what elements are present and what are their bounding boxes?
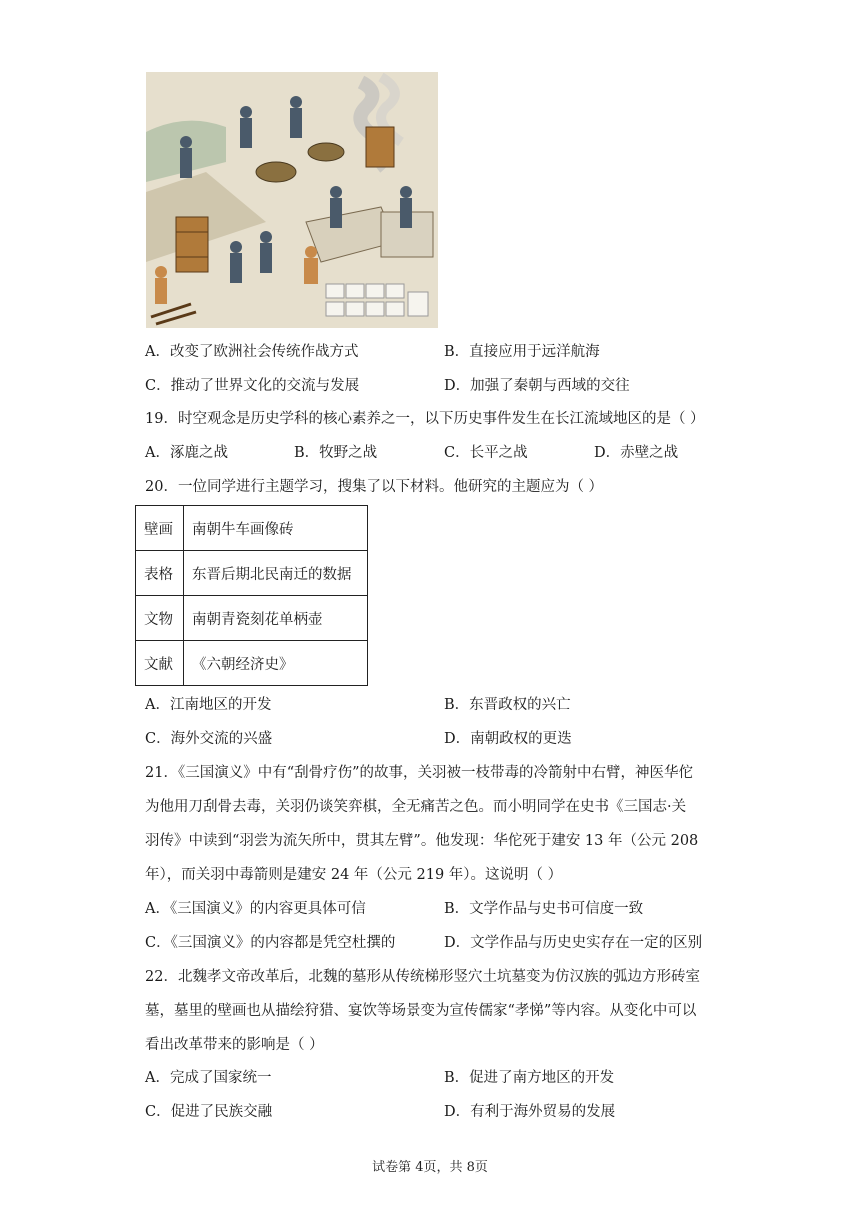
q20-option-d[interactable]: D．南朝政权的更迭 [444, 731, 572, 747]
q22-option-a[interactable]: A．完成了国家统一 [145, 1070, 272, 1086]
q18-option-c[interactable]: C．推动了世界文化的交流与发展 [145, 378, 360, 394]
table-cell-item: 南朝青瓷刻花单柄壶 [184, 596, 368, 641]
q22-stem-line: 墓，墓里的壁画也从描绘狩猎、宴饮等场景变为宣传儒家“孝悌”等内容。从变化中可以 [145, 1003, 697, 1019]
q21-option-c[interactable]: C．《三国演义》的内容都是凭空杜撰的 [145, 935, 396, 951]
table-cell-type: 壁画 [136, 506, 184, 551]
q20-option-a[interactable]: A．江南地区的开发 [145, 697, 272, 713]
table-row [136, 551, 368, 596]
papermaking-illustration-drawing [146, 72, 438, 328]
q22-stem-line: 22．北魏孝文帝改革后，北魏的墓形从传统梯形竖穴土坑墓变为仿汉族的弧边方形砖室 [145, 969, 700, 985]
q22-option-d[interactable]: D．有利于海外贸易的发展 [444, 1104, 616, 1120]
q21-option-a[interactable]: A．《三国演义》的内容更具体可信 [145, 901, 366, 917]
q20-materials-table [135, 505, 368, 686]
table-cell-type: 文物 [136, 596, 184, 641]
q22-stem-line: 看出改革带来的影响是（ ） [145, 1037, 324, 1053]
q19-option-c[interactable]: C．长平之战 [444, 445, 528, 461]
table-row [136, 641, 368, 686]
q20-stem: 20．一位同学进行主题学习，搜集了以下材料。他研究的主题应为（ ） [145, 479, 604, 495]
q21-stem-line: 21．《三国演义》中有“刮骨疗伤”的故事，关羽被一枝带毒的冷箭射中右臂，神医华佗 [145, 765, 694, 781]
q21-option-d[interactable]: D．文学作品与历史史实存在一定的区别 [444, 935, 703, 951]
table-cell-item: 《六朝经济史》 [184, 641, 368, 686]
q19-option-d[interactable]: D．赤壁之战 [594, 445, 679, 461]
q19-option-a[interactable]: A．涿鹿之战 [145, 445, 228, 461]
page-footer: 试卷第 4页，共 8页 [372, 1160, 488, 1175]
q22-option-b[interactable]: B．促进了南方地区的开发 [444, 1070, 615, 1086]
q18-option-b[interactable]: B．直接应用于远洋航海 [444, 344, 600, 360]
q18-option-d[interactable]: D．加强了秦朝与西域的交往 [444, 378, 630, 394]
table-row [136, 596, 368, 641]
q22-option-c[interactable]: C．促进了民族交融 [145, 1104, 273, 1120]
q19-option-b[interactable]: B．牧野之战 [294, 445, 378, 461]
q20-option-c[interactable]: C．海外交流的兴盛 [145, 731, 273, 747]
table-cell-item: 东晋后期北民南迁的数据 [184, 551, 368, 596]
q21-option-b[interactable]: B．文学作品与史书可信度一致 [444, 901, 644, 917]
table-row [136, 506, 368, 551]
q21-stem-line: 羽传》中读到“羽尝为流矢所中，贯其左臂”。他发现：华佗死于建安 13 年（公元 208 [145, 833, 699, 849]
q20-option-b[interactable]: B．东晋政权的兴亡 [444, 697, 571, 713]
table-cell-type: 文献 [136, 641, 184, 686]
q18-option-a[interactable]: A．改变了欧洲社会传统作战方式 [145, 344, 359, 360]
q19-stem: 19．时空观念是历史学科的核心素养之一，以下历史事件发生在长江流域地区的是（ ） [145, 411, 705, 427]
papermaking-illustration [146, 72, 438, 328]
q21-stem-line: 年），而关羽中毒箭则是建安 24 年（公元 219 年）。这说明（ ） [145, 867, 563, 883]
q21-stem-line: 为他用刀刮骨去毒，关羽仍谈笑弈棋，全无痛苦之色。而小明同学在史书《三国志·关 [145, 799, 687, 815]
table-cell-type: 表格 [136, 551, 184, 596]
table-cell-item: 南朝牛车画像砖 [184, 506, 368, 551]
